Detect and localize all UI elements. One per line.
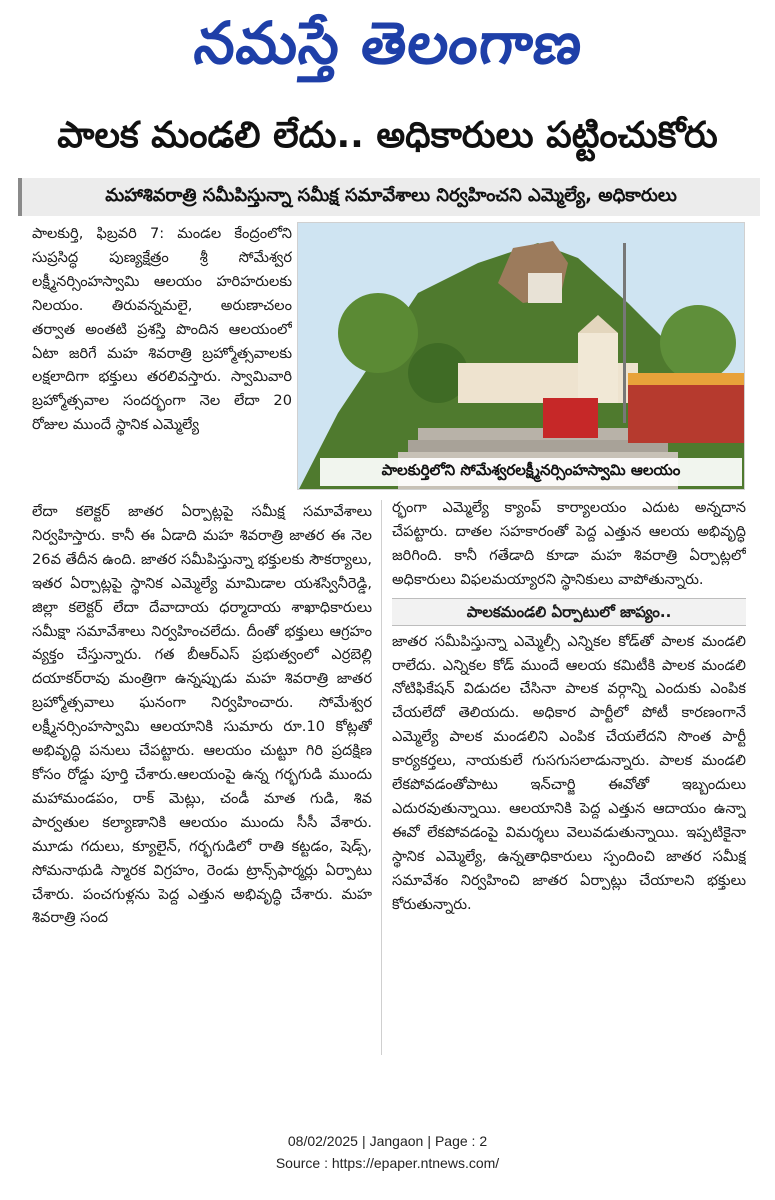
photo-caption: పాలకుర్తిలోని సోమేశ్వరలక్ష్మీనర్సింహస్వామి ఆలయం xyxy=(320,458,742,486)
column-right xyxy=(392,496,746,1056)
article-paragraph-1: పాలకుర్తి, ఫిబ్రవరి 7: మండల కేంద్రంలోని సుప్రసిద్ధ పుణ్యక్షేత్రం శ్రీ సోమేశ్వర లక్ష్మీనర్సింహస్వామి ఆలయం హరిహరులకు నిలయం. తిరువన్నమలై, అరుణాచలం తర్వాత అంతటి ప్రశస్తి పొందిన ఆలయంలో ఏటా జరిగే మహ శివరాత్రి బ్రహ్మోత్సవాలకు లక్షలాదిగా భక్తులు తరలివస్తారు. స్వామివారి బ్రహ్మోత్సవాల సందర్భంగా నెల లేదా 20 రోజుల ముందే స్థానిక ఎమ్మెల్యే xyxy=(32,225,292,434)
newspaper-logo: నమస్తే తెలంగాణ xyxy=(190,8,586,77)
masthead xyxy=(0,0,775,100)
column-left-top xyxy=(32,222,292,502)
article-headline: పాలక మండలి లేదు.. అధికారులు పట్టించుకోరు xyxy=(57,115,718,156)
article-paragraph-2: లేదా కలెక్టర్ జాతర ఏర్పాట్లపై సమీక్ష సమావేశాలు నిర్వహిస్తారు. కానీ ఈ ఏడాది మహ శివరాత్రి జాతర ఈ నెల 26వ తేదీన ఉంది. జాతర సమీపిస్తున్నా భక్తులకు సౌకర్యాలు, ఇతర ఏర్పాట్లపై స్థానిక ఎమ్మెల్యే మామిడాల యశస్వినీరెడ్డి, జిల్లా కలెక్టర్ లేదా దేవాదాయ ధర్మాదాయ శాఖాధికారులు సమీక్షా సమావేశాలు నిర్వహించలేదు. దీంతో భక్తులు ఆగ్రహం వ్యక్తం చేస్తున్నారు. గత బీఆర్ఎస్ ప్రభుత్వంలో ఎర్రబెల్లి దయాకర్‌రావు మంత్రిగా ఉన్నప్పుడు మహ శివరాత్రి జాతర బ్రహ్మోత్సవాలు ఘనంగా నిర్వహించారు. సోమేశ్వర లక్ష్మీనర్సింహస్వామి ఆలయానికి సుమారు రూ.10 కోట్లతో అభివృద్ధి పనులు చేపట్టారు. ఆలయం చుట్టూ గిరి ప్రదక్షిణ కోసం రోడ్డు పూర్తి చేశారు.ఆలయంపై ఉన్న గర్భగుడి ముందు మహామండపం, రాక్ మెట్లు, చండీ మాత గుడి, శివ పార్వతుల కల్యాణానికి ఆలయం ముందు సీసీ వేశారు. మూడు గదులు, క్యూలైన్, గర్భగుడిలో రాతి కట్టడం, షెడ్స్, సోమనాథుడి స్మారక విగ్రహం, రెండు ట్రాన్స్‌ఫార్మర్లు ఏర్పాటు చేశారు. పంచగుళ్లను పెద్ద ఎత్తున అభివృద్ధి చేశారు. మహ శివరాత్రి సంద xyxy=(32,503,372,927)
temple-photo xyxy=(297,222,745,490)
page-footer xyxy=(0,1130,775,1174)
section-title: పాలకమండలి ఏర్పాటులో జాప్యం.. xyxy=(392,598,746,626)
article-paragraph-4: జాతర సమీపిస్తున్నా ఎమ్మెల్సీ ఎన్నికల కోడ్‌తో పాలక మండలి రాలేదు. ఎన్నికల కోడ్ ముందే ఆలయ కమిటీకి పాలక మండలి నోటిఫికేషన్ విడుదల చేసినా పాలక వర్గాన్ని ఎందుకు ఎంపిక చేయలేదో తెలియదు. అధికార పార్టీలో పోటీ కారణంగానే ఎమ్మెల్యే పాలక మండలిని ఎంపిక చేయలేదని సొంత పార్టీ కార్యకర్తలు, నాయకులే గుసగుసలాడున్నారు. పాలక మండలి లేకపోవడంతోపాటు ఇన్‌చార్జి ఈవోతో ఇబ్బందులు ఎదురవుతున్నాయి. ఆలయానికి పెద్ద ఎత్తున ఆదాయం ఉన్నా ఈవో లేకపోవడంపై విమర్శలు వెలువడుతున్నాయి. ఇప్పటికైనా స్థానిక ఎమ్మెల్యే, ఉన్నతాధికారులు స్పందించి జాతర సమీక్ష సమావేశం నిర్వహించి జాతర ఏర్పాట్లు చేయాలని భక్తులు కోరుతున్నారు. xyxy=(392,632,746,913)
temple-photo-illustration xyxy=(298,223,745,490)
article-paragraph-3: ర్భంగా ఎమ్మెల్యే క్యాంప్ కార్యాలయం ఎదుట అన్నదాన చేపట్టారు. దాతల సహకారంతో పెద్ద ఎత్తున ఆలయ అభివృద్ధి జరిగింది. కానీ గతేడాది కూడా మహ శివరాత్రి ఏర్పాట్లలో అధికారులు విఫలమయ్యారని స్థానికులు వాపోతున్నారు. xyxy=(392,499,746,588)
footer-edition: Jangaon xyxy=(369,1133,424,1149)
article-subheadline: మహాశివరాత్రి సమీపిస్తున్నా సమీక్ష సమావేశాలు నిర్వహించని ఎమ్మెల్యే, అధికారులు xyxy=(18,178,760,216)
column-divider xyxy=(381,500,382,1055)
footer-meta: 08/02/2025 | Jangaon | Page : 2 xyxy=(287,1133,488,1149)
footer-page: Page : 2 xyxy=(434,1133,488,1149)
footer-source: Source : https://epaper.ntnews.com/ xyxy=(275,1155,500,1171)
footer-date: 08/02/2025 xyxy=(287,1133,358,1149)
column-left-bottom xyxy=(32,500,372,1060)
